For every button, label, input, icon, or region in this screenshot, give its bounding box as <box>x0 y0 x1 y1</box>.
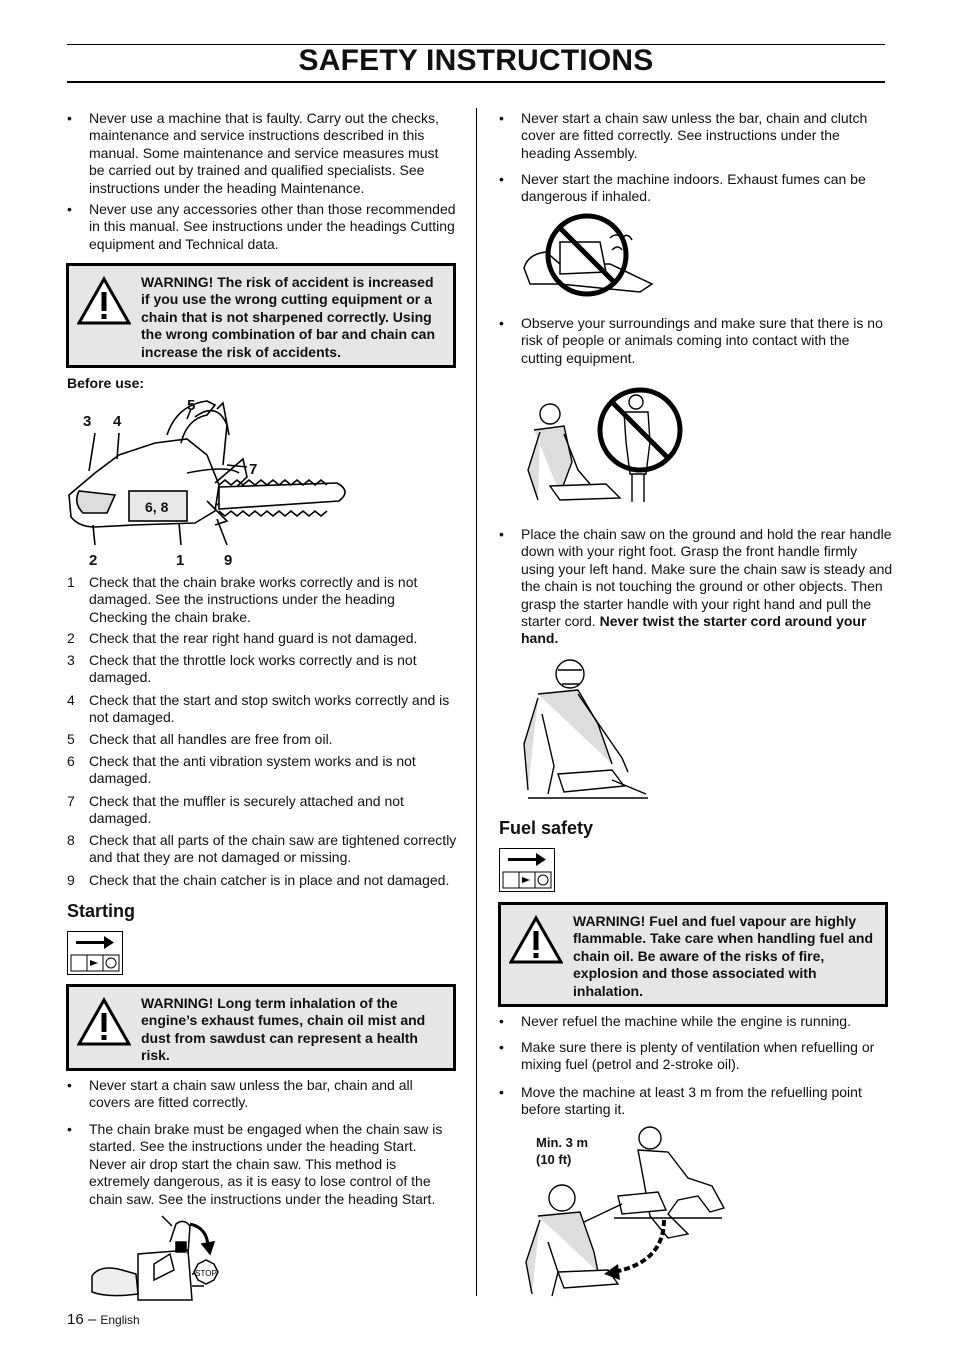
bullet-text: Never use any accessories other than those recommended in this manual. See instructions under the headings Cutting equipment and Technical data. <box>89 201 456 252</box>
check-item: 4 Check that the start and stop switch works correctly and is not damaged. <box>67 692 450 726</box>
page-number: 16 <box>67 1311 84 1328</box>
list-item: • The chain brake must be engaged when the chain saw is started. See the instructions under the heading Start. Never air drop start the chain saw. This method is extremely dangerous, as it is easy to lose control of the chain saw. See the instructions under the heading Start. <box>67 1121 443 1207</box>
warning-box <box>498 902 888 1007</box>
arrow-reference-icon <box>68 932 122 974</box>
check-item: 8 Check that all parts of the chain saw are tightened correctly and that they are not damaged or missing. <box>67 832 457 866</box>
operator-starting-saw-icon <box>518 654 650 800</box>
warning-box <box>66 263 456 368</box>
section-heading-starting: Starting <box>67 901 136 921</box>
footer-dash: – <box>87 1311 97 1328</box>
check-item: 2 Check that the rear right hand guard is not damaged. <box>67 630 418 646</box>
page-footer <box>67 1311 140 1328</box>
check-item: 6 Check that the anti vibration system works and is not damaged. <box>67 753 416 787</box>
warning-box <box>66 984 456 1071</box>
callout-label: 4 <box>113 413 122 430</box>
starting-position-illustration <box>518 654 650 800</box>
title-rule <box>67 81 885 83</box>
chain-brake-start-icon <box>88 1214 238 1306</box>
check-item: 3 Check that the throttle lock works correctly and is not damaged. <box>67 652 417 686</box>
list-item: • Never start a chain saw unless the bar, chain and clutch cover are fitted correctly. See instructions under the heading Assembly. <box>499 110 868 161</box>
list-item: • Never use any accessories other than those recommended in this manual. See instructions under the headings Cutting equipment and Technical data. <box>67 201 456 252</box>
reference-symbol <box>499 848 555 892</box>
distance-label: Min. 3 m (10 ft) <box>536 1135 589 1167</box>
warning-triangle-icon <box>77 997 131 1047</box>
operator-and-bystander-icon <box>520 374 690 508</box>
check-item: 9 Check that the chain catcher is in place and not damaged. <box>67 872 450 888</box>
warning-text: WARNING! The risk of accident is increased if you use the wrong cutting equipment or a chain that is not sharpened correctly. Using the wrong combination of bar and chain can increase the risk of accidents. <box>141 274 436 360</box>
list-item: • Place the chain saw on the ground and hold the rear handle down with your right foot. Grasp the front handle firmly using your left hand. Make sure the chain saw is steady and the chain is not touching the ground or other objects. Then grasp the starter handle with your right hand and pull the starter cord. Never twist the starter cord around your hand. <box>499 526 893 647</box>
reference-symbol <box>67 931 123 975</box>
footer-language: English <box>100 1313 140 1327</box>
stop-sign-label: STOP <box>195 1269 217 1278</box>
no-indoor-start-illustration <box>520 212 656 298</box>
warning-text: WARNING! Fuel and fuel vapour are highly flammable. Take care when handling fuel and chain oil. Be aware of the risks of fire, explosion and those associated with inhalation. <box>573 913 874 999</box>
warning-text: WARNING! Long term inhalation of the engine’s exhaust fumes, chain oil mist and dust from sawdust can represent a health risk. <box>141 995 426 1064</box>
callout-label: 5 <box>187 397 196 414</box>
list-item: • Never start a chain saw unless the bar, chain and all covers are fitted correctly. <box>67 1077 413 1111</box>
list-item: • Make sure there is plenty of ventilation when refuelling or mixing fuel (petrol and 2-stroke oil). <box>499 1039 875 1073</box>
arrow-reference-icon <box>500 849 554 891</box>
chainsaw-icon <box>67 395 367 575</box>
list-item: • Never refuel the machine while the engine is running. <box>499 1013 851 1029</box>
warning-triangle-icon <box>509 915 563 965</box>
callout-label: 7 <box>249 461 258 478</box>
prohibited-chainsaw-icon <box>520 212 656 298</box>
before-use-label: Before use: <box>67 375 145 391</box>
list-item: • Move the machine at least 3 m from the refuelling point before starting it. <box>499 1084 862 1118</box>
column-divider <box>476 108 477 1296</box>
callout-label: 9 <box>224 552 233 569</box>
check-item: 5 Check that all handles are free from oil. <box>67 731 333 747</box>
section-heading-fuel-safety: Fuel safety <box>499 818 594 838</box>
refuel-distance-illustration <box>518 1122 728 1298</box>
chainsaw-diagram <box>67 395 367 575</box>
bullet-text: Never use a machine that is faulty. Carry out the checks, maintenance and service instructions described in this manual. Some maintenance and service measures must be carried out by trained and qualified specialists. See instructions under the heading Maintenance. <box>89 110 439 196</box>
callout-label: 1 <box>176 552 185 569</box>
list-item: • Never use a machine that is faulty. Carry out the checks, maintenance and service instructions described in this manual. Some maintenance and service measures must be carried out by trained and qualified specialists. See instructions under the heading Maintenance. <box>67 110 439 196</box>
check-item: 1 Check that the chain brake works correctly and is not damaged. See the instructions under the heading Checking the chain brake. <box>67 574 418 625</box>
list-item: • Never start the machine indoors. Exhaust fumes can be dangerous if inhaled. <box>499 171 866 205</box>
check-item: 7 Check that the muffler is securely attached and not damaged. <box>67 793 404 827</box>
callout-label: 6, 8 <box>145 499 169 515</box>
list-item: • Observe your surroundings and make sure that there is no risk of people or animals coming into contact with the cutting equipment. <box>499 315 883 366</box>
callout-label: 2 <box>89 552 98 569</box>
warning-triangle-icon <box>77 276 131 326</box>
callout-label: 3 <box>83 413 92 430</box>
page-title: SAFETY INSTRUCTIONS <box>298 44 654 77</box>
chain-brake-illustration <box>88 1214 238 1306</box>
refuel-distance-icon <box>518 1122 728 1298</box>
surroundings-illustration <box>520 374 690 508</box>
